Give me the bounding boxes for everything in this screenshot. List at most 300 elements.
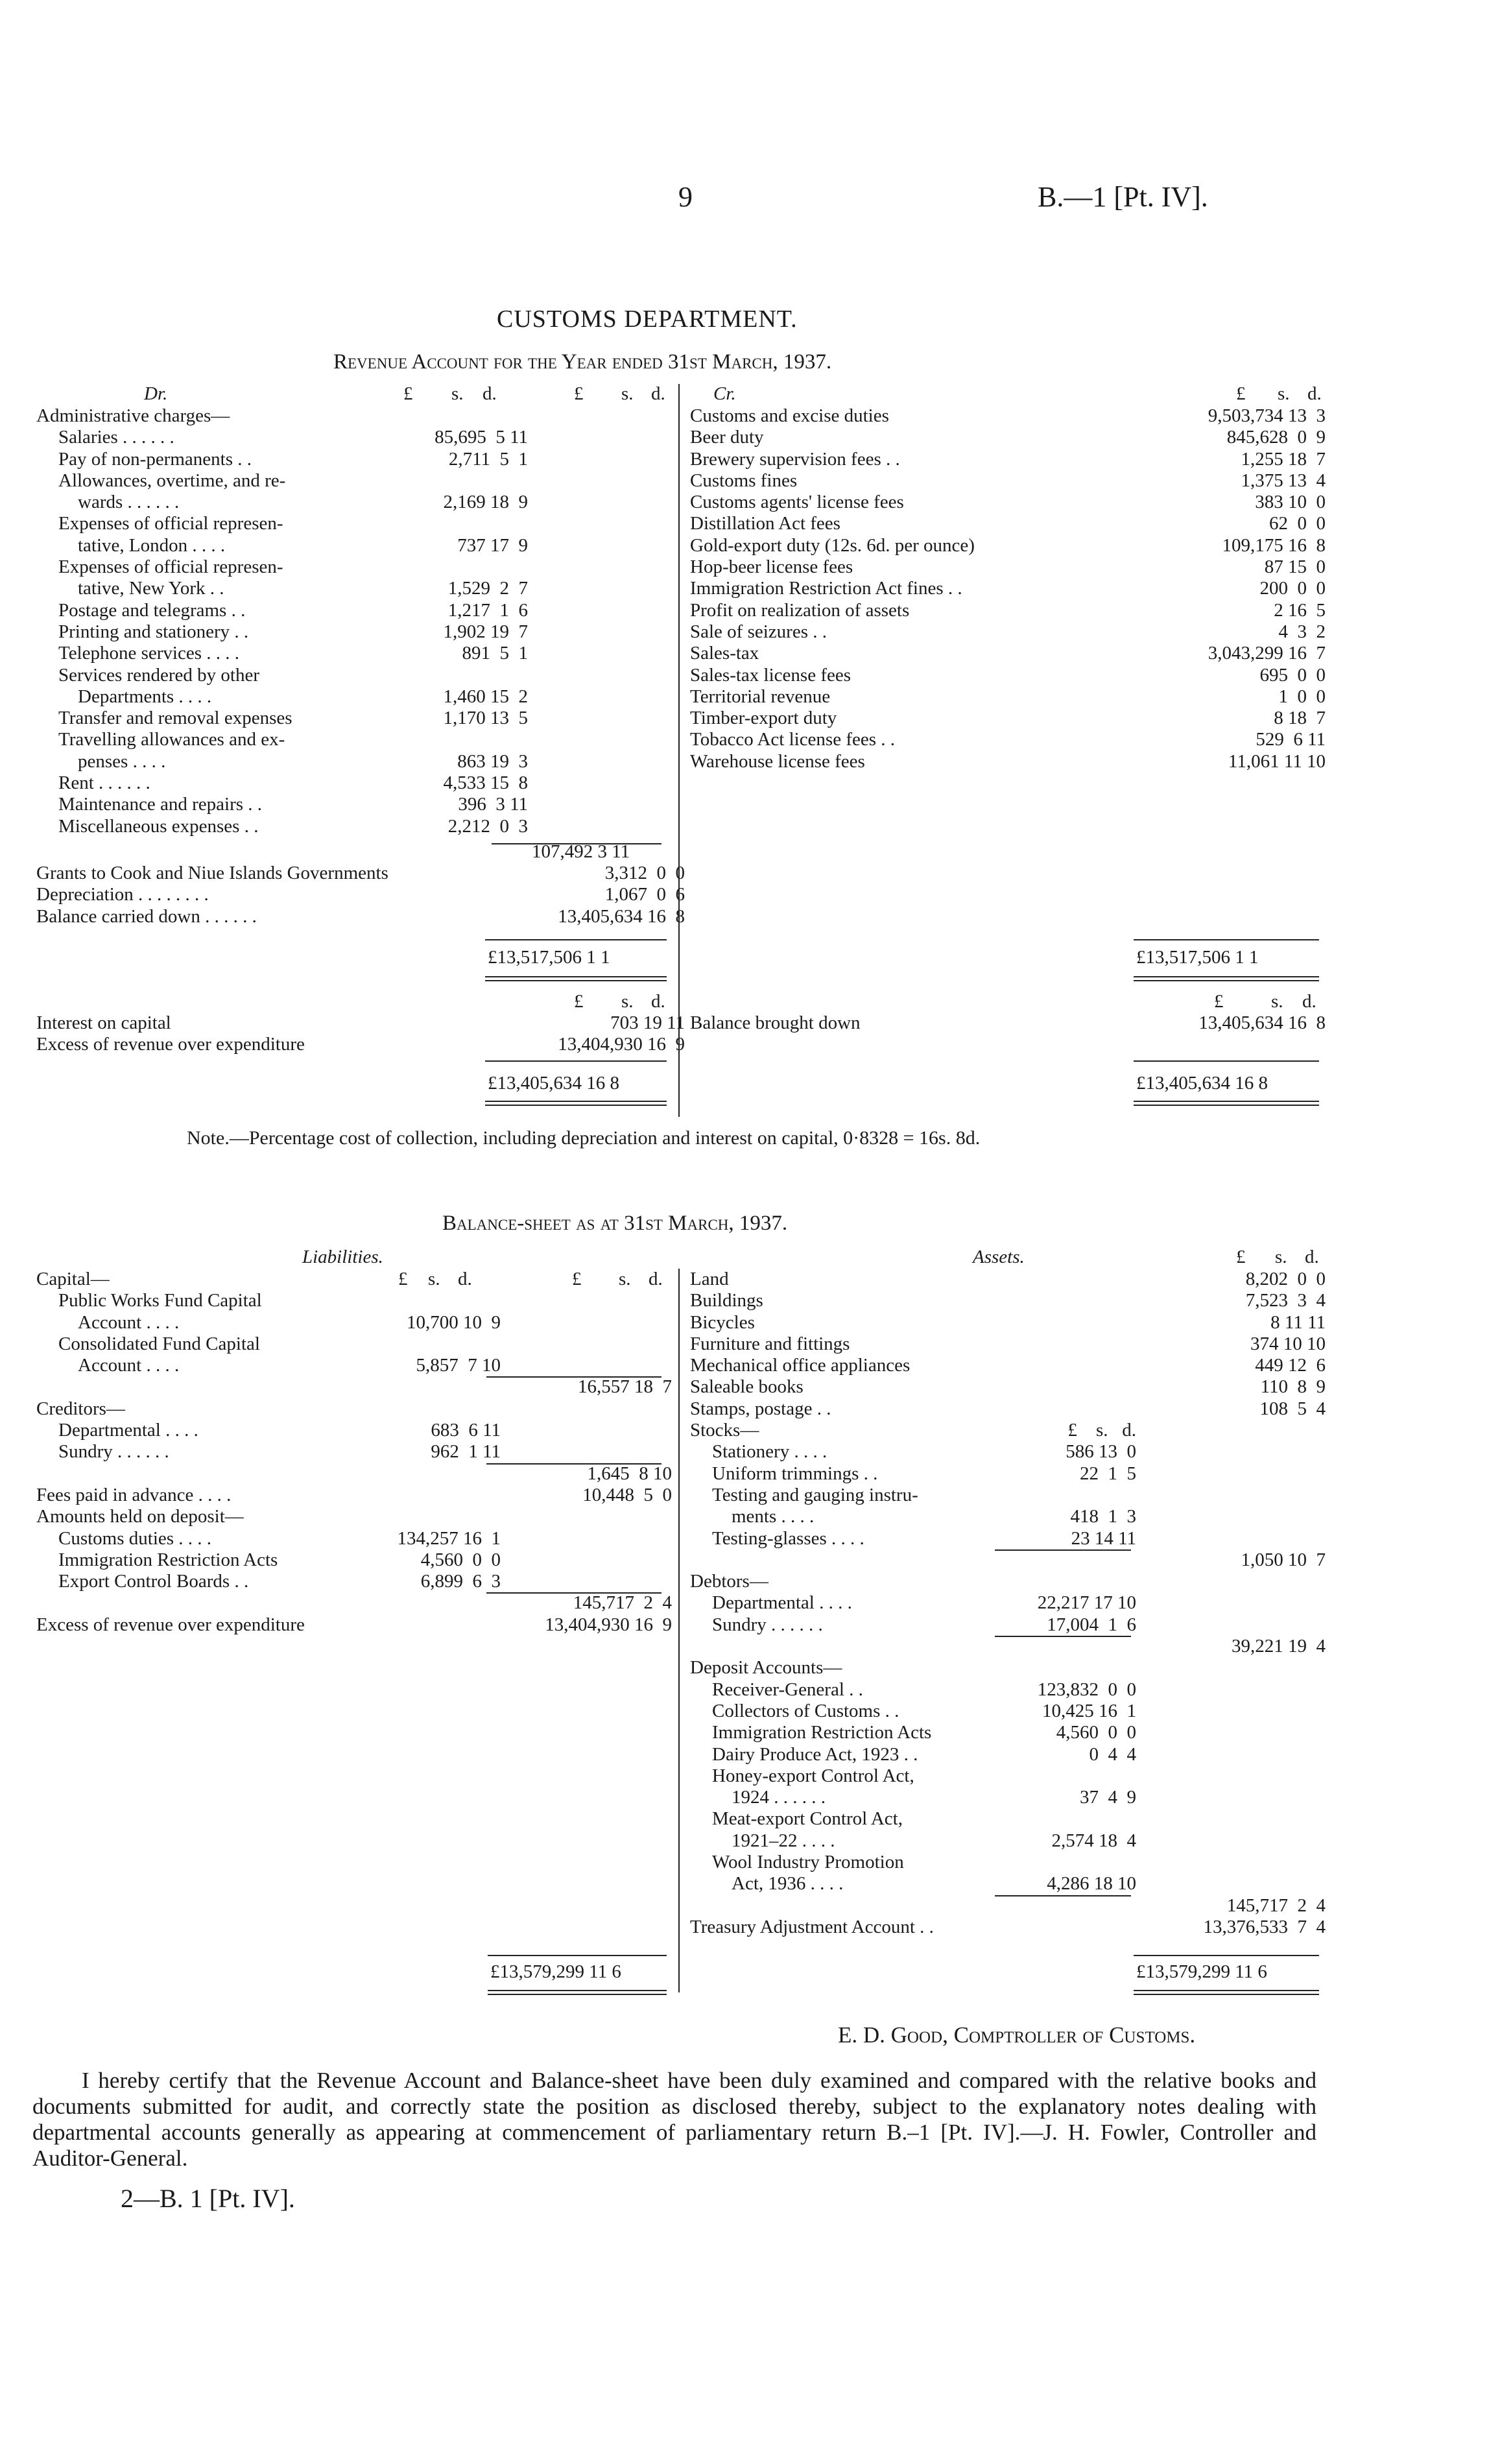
dr-row <box>36 405 685 427</box>
dr-row-amount: 863 19 3 <box>457 750 528 772</box>
asset-row <box>690 1787 1326 1808</box>
asset-row-label: Saleable books <box>690 1376 804 1398</box>
assets-list <box>690 1269 1326 1938</box>
dr-row-label: tative, New York . . <box>78 578 224 599</box>
cr-second-list <box>690 1012 1326 1034</box>
liab-total-pence-head: d. <box>649 1269 663 1289</box>
document-reference: B.—1 [Pt. IV]. <box>1038 181 1208 213</box>
dr-row <box>36 578 685 599</box>
asset-row-total: 449 12 6 <box>1255 1355 1326 1376</box>
asset-row-total: 1,050 10 7 <box>1241 1549 1326 1570</box>
dr-other-row <box>36 863 685 884</box>
dr-pounds-head: £ <box>403 383 413 404</box>
cost-note: Note.—Percentage cost of collection, including depreciation and interest on capital, 0·8328 = 16s. 8d. <box>187 1127 981 1149</box>
dr-total-shillings-head: s. <box>621 383 634 404</box>
asset-row-label: Act, 1936 . . . . <box>732 1873 844 1895</box>
asset-row-amount: 17,004 1 6 <box>1047 1614 1136 1635</box>
cr-row-amount: 383 10 0 <box>1255 492 1326 513</box>
dr-row <box>36 535 685 556</box>
cr-row-amount: 2 16 5 <box>1274 599 1326 621</box>
asset-pence-head: d. <box>1305 1247 1319 1267</box>
cr-row-amount: 8 18 7 <box>1274 708 1326 729</box>
dr-second-row-label: Excess of revenue over expenditure <box>36 1034 305 1055</box>
cr-row-amount: 695 0 0 <box>1259 664 1326 686</box>
cr-second-total: £13,405,634 16 8 <box>1136 1073 1268 1094</box>
asset-row-amount: £ s. d. <box>1067 1420 1136 1441</box>
liability-row <box>36 1549 672 1571</box>
asset-row-label: Immigration Restriction Acts <box>712 1722 932 1743</box>
cr-row-amount: 4 3 2 <box>1278 621 1326 642</box>
liability-row-label: Account . . . . <box>78 1355 180 1376</box>
asset-row-rule <box>995 1549 1131 1551</box>
dr-other-row-total: 1,067 0 6 <box>604 884 685 905</box>
dr-row-label: Printing and stationery . . <box>58 621 249 642</box>
liab-total-pounds-head: £ <box>572 1269 582 1289</box>
asset-row-label: Testing-glasses . . . . <box>712 1527 864 1549</box>
liability-row-label: Excess of revenue over expenditure <box>36 1614 305 1635</box>
dr2-pounds-head: £ <box>574 991 584 1012</box>
asset-row-total: 108 5 4 <box>1259 1398 1326 1419</box>
asset-row <box>690 1334 1326 1355</box>
liability-row-rule <box>486 1463 661 1465</box>
asset-row <box>690 1290 1326 1311</box>
asset-row <box>690 1679 1326 1701</box>
dr-row-label: Pay of non-permanents . . <box>58 448 252 470</box>
dr-grand-total: £13,517,506 1 1 <box>488 947 610 968</box>
cr-row-label: Profit on realization of assets <box>690 599 910 621</box>
dr-row-amount: 2,169 18 9 <box>443 492 528 513</box>
asset-row <box>690 1873 1326 1895</box>
cr-row-amount: 87 15 0 <box>1264 556 1326 578</box>
asset-row-label: Dairy Produce Act, 1923 . . <box>712 1743 918 1765</box>
asset-row <box>690 1355 1326 1376</box>
dr-second-total: £13,405,634 16 8 <box>488 1073 619 1094</box>
asset-row-amount: 4,560 0 0 <box>1056 1722 1136 1743</box>
dr-second-row <box>36 1034 685 1055</box>
dr-other-row-label: Grants to Cook and Niue Islands Governments <box>36 863 388 883</box>
cr-row-amount: 1,375 13 4 <box>1241 470 1326 491</box>
cr-row-label: Timber-export duty <box>690 708 837 729</box>
dr-row <box>36 449 685 470</box>
asset-row-label: Sundry . . . . . . <box>712 1614 823 1635</box>
liability-row <box>36 1269 672 1290</box>
liability-row-amount: 4,560 0 0 <box>420 1549 501 1570</box>
cr-row <box>690 556 1326 578</box>
dr-total-pounds-head: £ <box>574 383 584 404</box>
dr-row-label: tative, London . . . . <box>78 534 226 556</box>
dr-row <box>36 492 685 513</box>
asset-row-total: 13,376,533 7 4 <box>1203 1916 1326 1937</box>
liability-row-label: Fees paid in advance . . . . <box>36 1484 232 1505</box>
dr-row-label: Transfer and removal expenses <box>58 708 292 729</box>
dr-row-label: Maintenance and repairs . . <box>58 794 263 815</box>
dr-row-label: Administrative charges— <box>36 405 230 426</box>
dr-row-label: Salaries . . . . . . <box>58 427 174 448</box>
cr-row-amount: 845,628 0 9 <box>1226 427 1326 448</box>
dr-row-amount: 1,460 15 2 <box>443 686 528 707</box>
dr-row <box>36 729 685 750</box>
asset-row-label: Uniform trimmings . . <box>712 1463 878 1484</box>
dr-other-row <box>36 884 685 905</box>
asset-row <box>690 1269 1326 1290</box>
dr-row-amount: 737 17 9 <box>457 534 528 556</box>
cr-row-amount: 109,175 16 8 <box>1222 534 1326 556</box>
asset-row-label: Receiver-General . . <box>712 1679 863 1700</box>
liability-row-total: 10,448 5 0 <box>582 1484 672 1505</box>
asset-pounds-head: £ <box>1236 1247 1246 1267</box>
asset-row <box>690 1852 1326 1873</box>
liabilities-total: £13,579,299 11 6 <box>490 1961 621 1982</box>
dr-shillings-head: s. <box>451 383 464 404</box>
cr-row <box>690 578 1326 599</box>
dr-row-label: Allowances, overtime, and re- <box>58 470 286 491</box>
dr-row <box>36 556 685 578</box>
cr-row <box>690 405 1326 427</box>
liability-row-amount: 5,857 7 10 <box>416 1355 501 1376</box>
dr-second-row-total: 703 19 11 <box>610 1012 685 1033</box>
asset-row <box>690 1376 1326 1398</box>
asset-row-total: 39,221 19 4 <box>1232 1636 1326 1657</box>
dr-row-amount: 891 5 1 <box>462 643 528 664</box>
cr-second-row-label: Balance brought down <box>690 1012 861 1033</box>
dr-row-amount: 2,212 0 3 <box>447 815 528 837</box>
asset-row-total: 374 10 10 <box>1250 1333 1326 1354</box>
cr-row-label: Gold-export duty (12s. 6d. per ounce) <box>690 534 975 556</box>
cr-pence-head: d. <box>1307 383 1322 404</box>
cr-second-row-total: 13,405,634 16 8 <box>1198 1012 1326 1033</box>
dr-row <box>36 643 685 664</box>
cr-shillings-head: s. <box>1278 383 1290 404</box>
asset-row <box>690 1506 1326 1527</box>
liability-row <box>36 1463 672 1485</box>
dr-total-pence-head: d. <box>651 383 665 404</box>
dr-row-label: Travelling allowances and ex- <box>58 729 285 750</box>
asset-row-amount: 22,217 17 10 <box>1037 1592 1136 1614</box>
asset-row-total: 8 11 11 <box>1270 1311 1326 1333</box>
asset-row <box>690 1592 1326 1614</box>
dr-row-amount: 396 3 11 <box>458 794 528 815</box>
asset-shillings-head: s. <box>1275 1247 1287 1267</box>
dr-items-list <box>36 405 685 837</box>
cr-row-label: Immigration Restriction Act fines . . <box>690 578 962 599</box>
dr-subtotal: 107,492 3 11 <box>532 841 630 862</box>
asset-row-label: Stationery . . . . <box>712 1441 828 1463</box>
liability-row-rule <box>486 1376 661 1378</box>
asset-row <box>690 1312 1326 1334</box>
asset-row-amount: 4,286 18 10 <box>1047 1873 1136 1895</box>
cr2-pounds-head: £ <box>1214 991 1224 1012</box>
dr-row-label: Rent . . . . . . <box>58 772 150 794</box>
cr-row-label: Sales-tax <box>690 643 759 664</box>
cr-row-amount: 62 0 0 <box>1269 513 1326 534</box>
liability-row-label: Creditors— <box>36 1398 125 1419</box>
dr-row-amount: 85,695 5 11 <box>435 427 528 448</box>
dr-other-row-total: 3,312 0 0 <box>604 863 685 883</box>
dr-pence-head: d. <box>482 383 497 404</box>
liability-row-label: Capital— <box>36 1269 110 1289</box>
asset-row-amount: 418 1 3 <box>1070 1506 1136 1527</box>
dr-row <box>36 513 685 534</box>
cr-row <box>690 643 1326 664</box>
dr-label: Dr. <box>144 383 168 404</box>
asset-row <box>690 1830 1326 1852</box>
liability-row <box>36 1376 672 1398</box>
asset-row <box>690 1765 1326 1787</box>
liability-row <box>36 1528 672 1549</box>
revenue-account-title: Revenue Account for the Year ended 31st March, 1937. <box>333 350 832 374</box>
cr-items-list <box>690 405 1326 772</box>
dr-row-amount: 2,711 5 1 <box>448 448 528 470</box>
asset-row-label: Buildings <box>690 1290 763 1311</box>
liability-row <box>36 1614 672 1636</box>
dr-row-label: Services rendered by other <box>58 664 260 686</box>
cr-row <box>690 729 1326 750</box>
dr-row-label: Miscellaneous expenses . . <box>58 815 259 837</box>
asset-row <box>690 1420 1326 1441</box>
cr-row-amount: 3,043,299 16 7 <box>1208 643 1326 664</box>
asset-row-label: Treasury Adjustment Account . . <box>690 1916 934 1937</box>
asset-row <box>690 1895 1326 1917</box>
liab-pence-head: d. <box>458 1269 472 1289</box>
asset-row-label: Furniture and fittings <box>690 1333 850 1354</box>
liability-row-amount: 10,700 10 9 <box>407 1311 501 1333</box>
dr-row-amount: 1,902 19 7 <box>443 621 528 642</box>
asset-row <box>690 1744 1326 1765</box>
cr-row-label: Brewery supervision fees . . <box>690 448 900 470</box>
dr-row <box>36 470 685 492</box>
asset-row-amount: 0 4 4 <box>1089 1743 1136 1765</box>
cr-row <box>690 600 1326 621</box>
dr-row-amount: 1,217 1 6 <box>447 599 528 621</box>
liability-row-total: 13,404,930 16 9 <box>545 1614 672 1635</box>
cr-row <box>690 751 1326 772</box>
dr-row-amount: 1,170 13 5 <box>443 708 528 729</box>
dr-row <box>36 427 685 448</box>
cr-row-label: Distillation Act fees <box>690 513 840 534</box>
comptroller-signature: E. D. Good, Comptroller of Customs. <box>838 2022 1196 2048</box>
asset-row <box>690 1614 1326 1636</box>
asset-row-amount: 10,425 16 1 <box>1042 1700 1136 1721</box>
cr-row-label: Territorial revenue <box>690 686 831 707</box>
audit-certification: I hereby certify that the Revenue Account and Balance-sheet have been duly examined and compared with the relative books and documents submitted for audit, and correctly state the position as disclosed thereby, subject to the explanatory notes dealing with departmental accounts generally as appearing at commencement of parliamentary return B.–1 [Pt. IV].—J. H. Fowler, Controller and Auditor-General. <box>32 2068 1316 2171</box>
asset-row <box>690 1917 1326 1938</box>
asset-row-label: Honey-export Control Act, <box>712 1765 914 1786</box>
asset-row <box>690 1528 1326 1549</box>
liability-row <box>36 1441 672 1463</box>
liability-row-label: Consolidated Fund Capital <box>58 1333 260 1354</box>
asset-row <box>690 1571 1326 1592</box>
dr-second-row-label: Interest on capital <box>36 1012 171 1033</box>
liability-row-total: 1,645 8 10 <box>587 1463 672 1484</box>
asset-row-label: 1921–22 . . . . <box>732 1830 835 1851</box>
asset-row-label: Collectors of Customs . . <box>712 1700 899 1721</box>
asset-row-label: Mechanical office appliances <box>690 1355 911 1376</box>
liability-row-total: 16,557 18 7 <box>578 1376 672 1398</box>
liability-row-label: Amounts held on deposit— <box>36 1506 244 1527</box>
dr-second-row <box>36 1012 685 1034</box>
dr-row-label: Postage and telegrams . . <box>58 599 246 621</box>
dr-row <box>36 600 685 621</box>
cr-second-row <box>690 1012 1326 1034</box>
dr-row-label: penses . . . . <box>78 750 166 772</box>
asset-row-amount: 22 1 5 <box>1080 1463 1136 1484</box>
liability-row-amount: 683 6 11 <box>431 1420 501 1441</box>
liability-row-total: 145,717 2 4 <box>573 1592 672 1614</box>
liab-total-shillings-head: s. <box>619 1269 631 1289</box>
asset-row <box>690 1808 1326 1830</box>
asset-row-amount: 2,574 18 4 <box>1051 1830 1136 1851</box>
asset-row <box>690 1485 1326 1506</box>
dr-row <box>36 794 685 815</box>
liability-row <box>36 1506 672 1527</box>
dr-other-row-label: Depreciation . . . . . . . . <box>36 884 209 905</box>
cr-row-amount: 11,061 11 10 <box>1228 750 1326 772</box>
cr-row <box>690 535 1326 556</box>
cr-row-label: Beer duty <box>690 427 764 448</box>
dr-row <box>36 686 685 708</box>
cr-row <box>690 449 1326 470</box>
cr-row-label: Sales-tax license fees <box>690 664 852 686</box>
dr-other-row-total: 13,405,634 16 8 <box>558 905 685 927</box>
dr-row <box>36 665 685 686</box>
liab-shillings-head: s. <box>428 1269 440 1289</box>
asset-row-label: Stocks— <box>690 1420 759 1441</box>
asset-row <box>690 1463 1326 1485</box>
asset-row-label: Departmental . . . . <box>712 1592 852 1614</box>
dr-row <box>36 772 685 794</box>
liability-row <box>36 1334 672 1355</box>
cr-row <box>690 686 1326 708</box>
dr-row-amount: 4,533 15 8 <box>443 772 528 794</box>
dr-row <box>36 621 685 643</box>
liability-row <box>36 1398 672 1420</box>
revenue-divider <box>678 384 680 1117</box>
liability-row <box>36 1355 672 1376</box>
asset-row-total: 7,523 3 4 <box>1245 1290 1326 1311</box>
asset-row-label: Wool Industry Promotion <box>712 1852 904 1873</box>
department-title: CUSTOMS DEPARTMENT. <box>497 305 798 333</box>
asset-row-total: 110 8 9 <box>1260 1376 1326 1398</box>
footer-signature: 2—B. 1 [Pt. IV]. <box>121 2184 295 2213</box>
dr-row <box>36 816 685 837</box>
dr-other-row-label: Balance carried down . . . . . . <box>36 905 257 927</box>
asset-row-label: Meat-export Control Act, <box>712 1808 903 1830</box>
asset-row <box>690 1636 1326 1657</box>
liability-row <box>36 1592 672 1614</box>
liability-row-rule <box>486 1592 661 1594</box>
asset-row-label: Bicycles <box>690 1311 755 1333</box>
liability-row-label: Departmental . . . . <box>58 1420 198 1441</box>
cr-row-amount: 1 0 0 <box>1278 686 1326 707</box>
liability-row <box>36 1571 672 1592</box>
cr-row <box>690 492 1326 513</box>
cr-label: Cr. <box>713 383 736 404</box>
liability-row-amount: 134,257 16 1 <box>397 1527 501 1549</box>
dr-row <box>36 708 685 729</box>
dr-other-list <box>36 863 685 927</box>
asset-row <box>690 1441 1326 1463</box>
dr-row-label: Expenses of official represen- <box>58 556 283 578</box>
liability-row-label: Customs duties . . . . <box>58 1527 212 1549</box>
cr-row-label: Tobacco Act license fees . . <box>690 729 896 750</box>
balance-divider <box>678 1269 680 1992</box>
cr-row-label: Hop-beer license fees <box>690 556 853 578</box>
dr-other-row <box>36 906 685 927</box>
asset-row-label: ments . . . . <box>732 1506 815 1527</box>
asset-row <box>690 1549 1326 1571</box>
liabilities-list <box>36 1269 672 1636</box>
liability-row-label: Sundry . . . . . . <box>58 1441 169 1463</box>
dr-row-label: Departments . . . . <box>78 686 212 707</box>
asset-row-label: 1924 . . . . . . <box>732 1787 826 1808</box>
liability-row-label: Immigration Restriction Acts <box>58 1549 278 1570</box>
asset-row-rule <box>995 1636 1131 1637</box>
asset-row-label: Land <box>690 1269 729 1289</box>
cr-pounds-head: £ <box>1236 383 1246 404</box>
assets-total: £13,579,299 11 6 <box>1136 1961 1267 1982</box>
cr-row-label: Customs agents' license fees <box>690 492 904 513</box>
asset-row-total: 145,717 2 4 <box>1226 1895 1326 1916</box>
cr2-shillings-head: s. <box>1271 991 1283 1012</box>
liability-row-amount: 6,899 6 3 <box>420 1571 501 1592</box>
cr-row <box>690 665 1326 686</box>
cr-row <box>690 470 1326 492</box>
cr2-pence-head: d. <box>1302 991 1316 1012</box>
assets-label: Assets. <box>973 1247 1025 1267</box>
liability-row-label: Account . . . . <box>78 1311 180 1333</box>
asset-row-label: Testing and gauging instru- <box>712 1484 918 1505</box>
dr-row <box>36 751 685 772</box>
asset-row-rule <box>995 1895 1131 1896</box>
asset-row-label: Deposit Accounts— <box>690 1657 842 1679</box>
cr-row-label: Customs fines <box>690 470 798 491</box>
cr-row-label: Customs and excise duties <box>690 405 889 426</box>
liability-row-amount: 962 1 11 <box>431 1441 501 1463</box>
liability-row <box>36 1485 672 1506</box>
cr-row-amount: 1,255 18 7 <box>1241 448 1326 470</box>
cr-row <box>690 708 1326 729</box>
dr-row-amount: 1,529 2 7 <box>447 578 528 599</box>
liab-pounds-head: £ <box>398 1269 408 1289</box>
cr-row <box>690 427 1326 448</box>
cr-row-amount: 9,503,734 13 3 <box>1208 405 1326 426</box>
liability-row-label: Export Control Boards . . <box>58 1571 249 1592</box>
asset-row-amount: 586 13 0 <box>1066 1441 1136 1463</box>
asset-row-amount: 23 14 11 <box>1071 1527 1136 1549</box>
dr-second-list <box>36 1012 685 1056</box>
asset-row-label: Debtors— <box>690 1571 768 1592</box>
liability-row <box>36 1290 672 1311</box>
dr-row-label: wards . . . . . . <box>78 492 180 513</box>
cr-row <box>690 513 1326 534</box>
dr-second-row-total: 13,404,930 16 9 <box>558 1034 685 1055</box>
asset-row <box>690 1722 1326 1743</box>
liability-row <box>36 1420 672 1441</box>
liabilities-label: Liabilities. <box>302 1247 383 1267</box>
cr-row-label: Sale of seizures . . <box>690 621 827 642</box>
dr-row-label: Expenses of official represen- <box>58 513 283 534</box>
asset-row <box>690 1398 1326 1420</box>
asset-row <box>690 1657 1326 1679</box>
liability-row-label: Public Works Fund Capital <box>58 1290 262 1311</box>
asset-row-amount: 37 4 9 <box>1080 1787 1136 1808</box>
page-number: 9 <box>678 181 693 213</box>
asset-row-label: Stamps, postage . . <box>690 1398 831 1419</box>
asset-row-amount: 123,832 0 0 <box>1037 1679 1136 1700</box>
asset-row <box>690 1701 1326 1722</box>
liability-row <box>36 1312 672 1334</box>
cr-row-amount: 200 0 0 <box>1259 578 1326 599</box>
